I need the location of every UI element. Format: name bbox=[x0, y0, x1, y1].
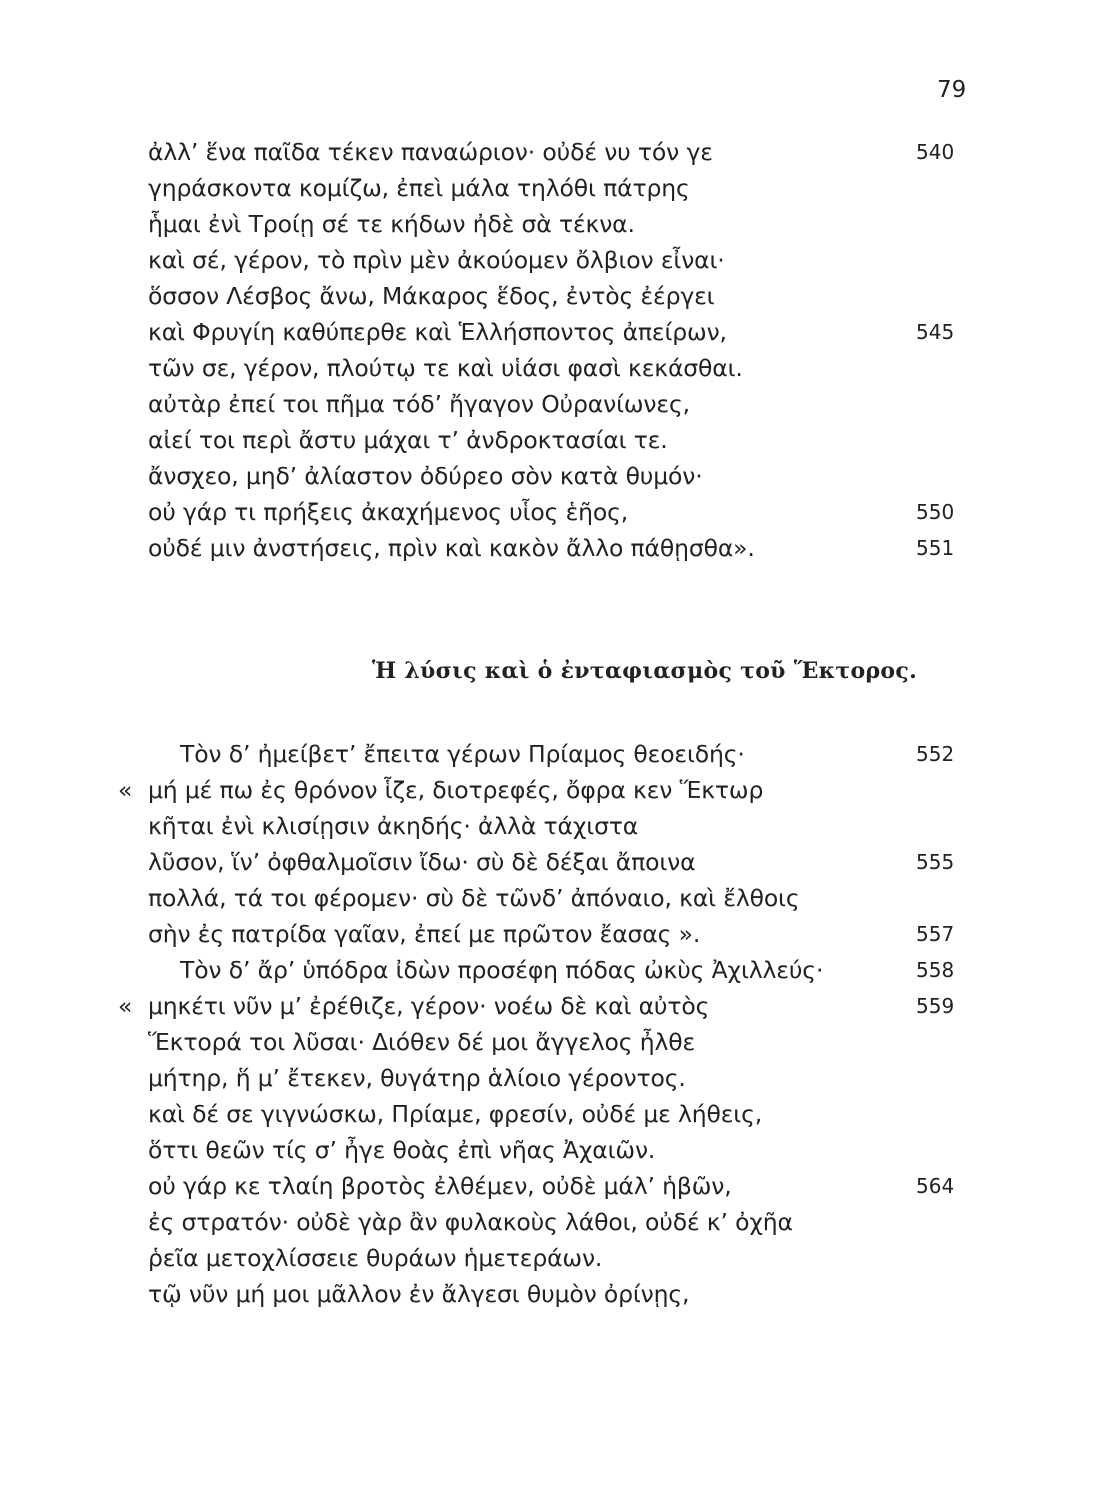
line-number: 555 bbox=[916, 850, 955, 874]
verse-line: τῶν σε, γέρον, πλούτῳ τε καὶ υἱάσι φασὶ κεκάσθαι. bbox=[148, 354, 743, 382]
verse-line: αὐτὰρ ἐπεί τοι πῆμα τόδ’ ἤγαγον Οὐρανίωνες, bbox=[148, 390, 690, 418]
line-number: 551 bbox=[916, 536, 955, 560]
verse-line: ἐς στρατόν· οὐδὲ γὰρ ἂν φυλακοὺς λάθοι, οὐδέ κ’ ὀχῆα bbox=[148, 1208, 793, 1236]
verse-line: οὐ γάρ κε τλαίη βροτὸς ἐλθέμεν, οὐδὲ μάλ’ ἡβῶν, bbox=[148, 1172, 732, 1200]
verse-line: καὶ δέ σε γιγνώσκω, Πρίαμε, φρεσίν, οὐδέ με λήθεις, bbox=[148, 1100, 763, 1128]
verse-line: τῷ νῦν μή μοι μᾶλλον ἐν ἄλγεσι θυμὸν ὀρίνῃς, bbox=[148, 1280, 690, 1308]
verse-line: καὶ Φρυγίη καθύπερθε καὶ Ἑλλήσποντος ἀπείρων, bbox=[148, 318, 727, 346]
verse-line: ὅττι θεῶν τίς σ’ ἦγε θοὰς ἐπὶ νῆας Ἀχαιῶν. bbox=[148, 1136, 656, 1164]
line-number: 564 bbox=[916, 1174, 955, 1198]
verse-line: ἀλλ’ ἕνα παῖδα τέκεν παναώριον· οὐδέ νυ τόν γε bbox=[148, 138, 713, 166]
verse-line: πολλά, τά τοι φέρομεν· σὺ δὲ τῶνδ’ ἀπόναιο, καὶ ἔλθοις bbox=[148, 884, 800, 912]
verse-line: οὐ γάρ τι πρήξεις ἀκαχήμενος υἷος ἑῆος, bbox=[148, 498, 629, 526]
verse-line: Ἕκτορά τοι λῦσαι· Διόθεν δέ μοι ἄγγελος ἦλθε bbox=[148, 1028, 696, 1056]
opening-quote-mark: « bbox=[118, 992, 133, 1020]
line-number: 552 bbox=[916, 742, 955, 766]
page-number: 79 bbox=[937, 77, 967, 103]
verse-line: οὐδέ μιν ἀνστήσεις, πρὶν καὶ κακὸν ἄλλο πάθῃσθα». bbox=[148, 534, 755, 562]
line-number: 557 bbox=[916, 922, 955, 946]
line-number: 540 bbox=[916, 140, 955, 164]
verse-line: σὴν ἐς πατρίδα γαῖαν, ἐπεί με πρῶτον ἔασας ». bbox=[148, 920, 701, 948]
verse-line: ἧμαι ἐνὶ Τροίῃ σέ τε κήδων ἠδὲ σὰ τέκνα. bbox=[148, 210, 635, 238]
line-number: 545 bbox=[916, 320, 955, 344]
verse-line: μήτηρ, ἥ μ’ ἔτεκεν, θυγάτηρ ἁλίοιο γέροντος. bbox=[148, 1064, 686, 1092]
verse-line: Τὸν δ’ ἠμείβετ’ ἔπειτα γέρων Πρίαμος θεοειδής· bbox=[180, 740, 745, 768]
verse-line: ἄνσχεο, μηδ’ ἀλίαστον ὀδύρεο σὸν κατὰ θυμόν· bbox=[148, 462, 703, 490]
verse-line: ῥεῖα μετοχλίσσειε θυράων ἡμετεράων. bbox=[148, 1244, 603, 1272]
verse-line: λῦσον, ἵν’ ὀφθαλμοῖσιν ἴδω· σὺ δὲ δέξαι ἄποινα bbox=[148, 848, 696, 876]
verse-line: μή μέ πω ἐς θρόνον ἷζε, διοτρεφές, ὄφρα κεν Ἕκτωρ bbox=[148, 776, 764, 804]
verse-line: Τὸν δ’ ἄρ’ ὑπόδρα ἰδὼν προσέφη πόδας ὠκὺς Ἀχιλλεύς· bbox=[180, 956, 824, 984]
line-number: 559 bbox=[916, 994, 955, 1018]
verse-line: γηράσκοντα κομίζω, ἐπεὶ μάλα τηλόθι πάτρης bbox=[148, 174, 690, 202]
verse-line: κῆται ἐνὶ κλισίῃσιν ἀκηδής· ἀλλὰ τάχιστα bbox=[148, 812, 639, 840]
opening-quote-mark: « bbox=[118, 776, 133, 804]
section-heading: Ἡ λύσις καὶ ὁ ἐνταφιασμὸς τοῦ Ἕκτορος. bbox=[372, 658, 918, 684]
verse-line: ὅσσον Λέσβος ἄνω, Μάκαρος ἕδος, ἐντὸς ἐέργει bbox=[148, 282, 715, 310]
verse-line: καὶ σέ, γέρον, τὸ πρὶν μὲν ἀκούομεν ὄλβιον εἶναι· bbox=[148, 246, 725, 274]
verse-line: μηκέτι νῦν μ’ ἐρέθιζε, γέρον· νοέω δὲ καὶ αὐτὸς bbox=[148, 992, 710, 1020]
verse-line: αἰεί τοι περὶ ἄστυ μάχαι τ’ ἀνδροκτασίαι τε. bbox=[148, 426, 668, 454]
line-number: 558 bbox=[916, 958, 955, 982]
line-number: 550 bbox=[916, 500, 955, 524]
